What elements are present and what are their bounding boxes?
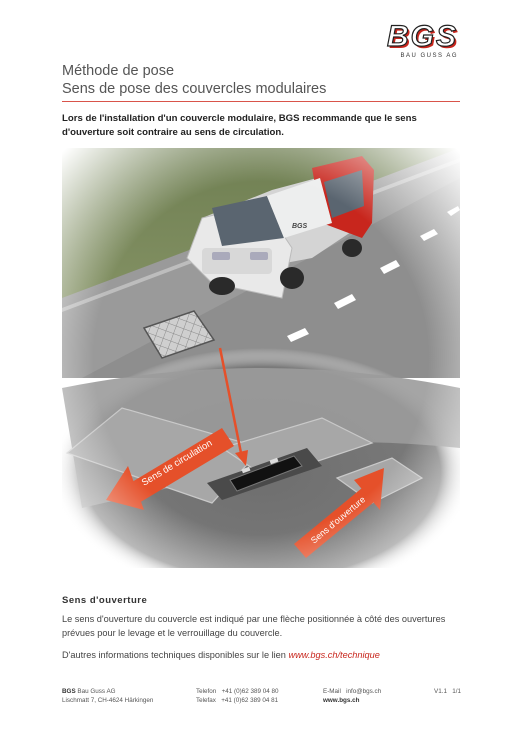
intro-text: Lors de l'installation d'un couvercle modulaire, BGS recommande que le sens d'ouverture soit contraire au sens de circulation. [62,113,417,138]
footer-version-number: V1.1 [434,688,447,695]
more-info [62,650,380,660]
title-line-2: Sens de pose des couvercles modulaires [62,81,327,97]
bgs-logo [368,22,458,59]
footer-company-rest: Bau Guss AG [77,688,116,695]
installation-illustration [62,148,460,568]
footer-email-label: E-Mail [323,688,341,695]
footer-company [62,687,153,705]
footer-tel-label: Telefon [196,688,217,695]
page-title [62,62,460,98]
section-body: Le sens d'ouverture du couvercle est indiqué par une flèche positionnée à côté des ouvertures prévues pour le levage et le verrouillage du couvercle. [62,614,446,638]
footer-phones [196,687,278,705]
footer-version [434,687,461,696]
footer-email[interactable]: info@bgs.ch [346,688,382,695]
logo-mark: BGS [386,20,458,53]
section-title: Sens d'ouverture [62,595,148,606]
more-info-prefix: D'autres informations techniques disponibles sur le lien [62,650,286,660]
footer-fax-label: Telefax [196,697,216,704]
technique-link[interactable]: www.bgs.ch/technique [288,650,380,660]
footer-company-bold: BGS [62,688,76,695]
footer-web[interactable]: www.bgs.ch [323,697,360,704]
illustration-svg [62,148,460,568]
logo-subtitle: BAU GUSS AG [400,53,458,59]
footer-fax: +41 (0)62 389 04 81 [221,697,279,704]
footer-tel: +41 (0)62 389 04 80 [221,688,279,695]
footer-page-number: 1/1 [452,688,461,695]
footer-contact [323,687,381,705]
title-line-1: Méthode de pose [62,63,175,79]
footer-address: Lischmatt 7, CH-4624 Härkingen [62,697,154,704]
title-divider [62,101,460,102]
